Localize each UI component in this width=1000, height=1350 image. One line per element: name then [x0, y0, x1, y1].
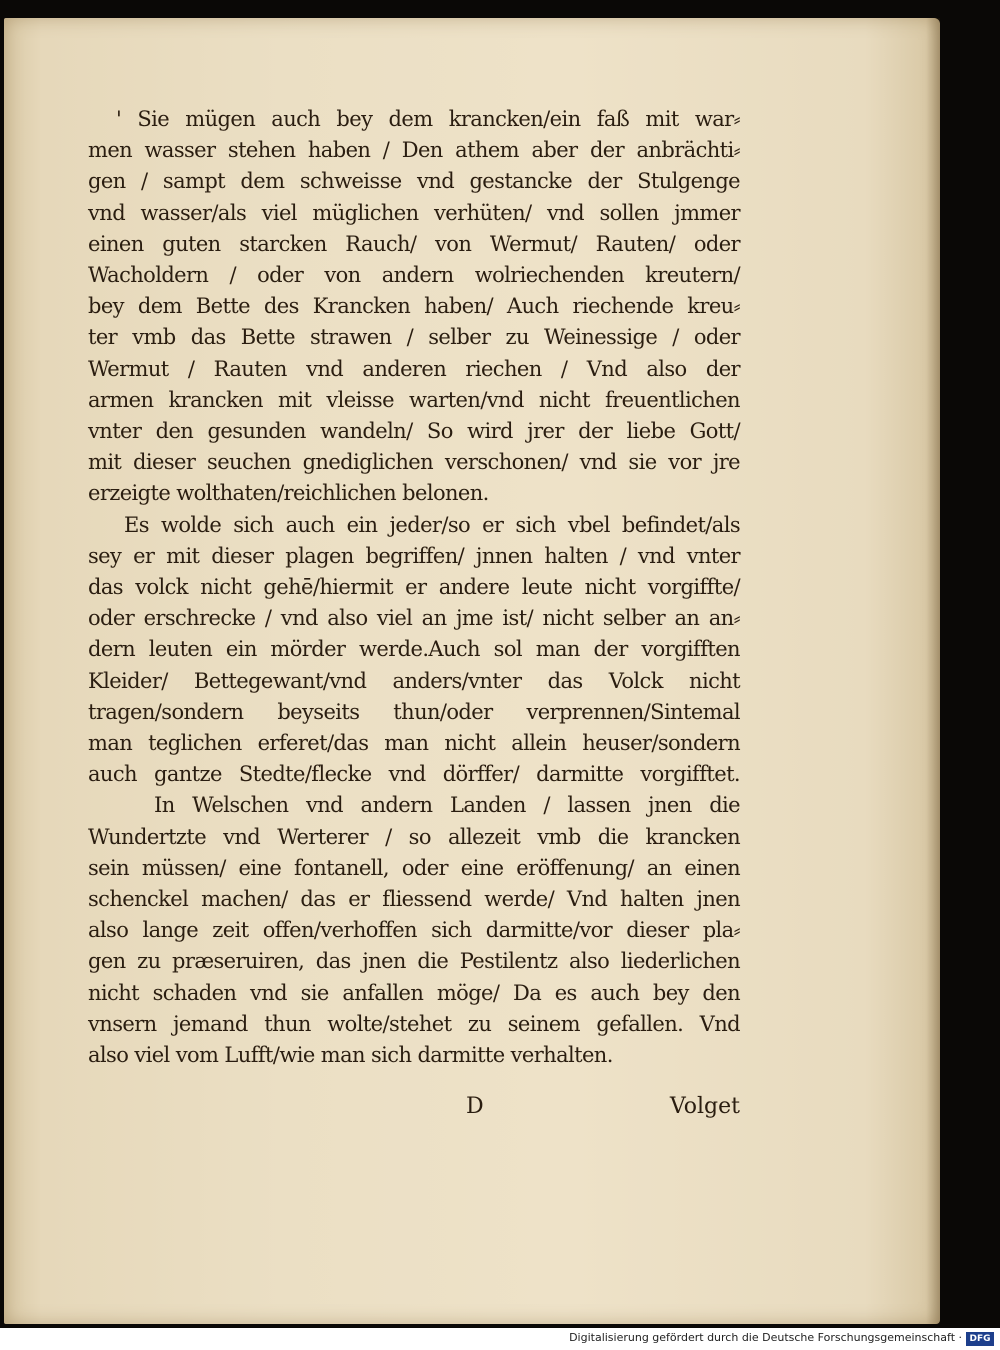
- text-line: Es wolde sich auch ein jeder/so er sich vbel befindet/als: [124, 512, 740, 537]
- text-line: Wermut / Rauten vnd anderen riechen / Vnd also der: [88, 356, 740, 381]
- page-edge-shadow: [926, 18, 940, 1324]
- text-line: das volck nicht gehē/hiermit er andere leute nicht vorgiffte/: [88, 575, 740, 600]
- footer-credit: Digitalisierung gefördert durch die Deutsche Forschungsgemeinschaft ·: [569, 1331, 962, 1344]
- digitization-footer: [0, 1328, 1000, 1350]
- text-line: Wundertzte vnd Werterer / so allezeit vmb die krancken: [88, 824, 740, 849]
- page-foot-row: [88, 1094, 740, 1130]
- text-line: mit dieser seuchen gnediglichen verschonen/ vnd sie vor jre: [88, 450, 740, 475]
- text-line: ter vmb das Bette strawen / selber zu Weinessige / oder: [88, 325, 740, 350]
- text-line: also viel vom Lufft/wie man sich darmitte verhalten.: [88, 1043, 613, 1068]
- body-text: [88, 104, 740, 1071]
- text-line: gen zu præseruiren, das jnen die Pestilentz also liederlichen: [88, 949, 740, 974]
- text-line: Kleider/ Bettegewant/vnd anders/vnter das Volck nicht: [88, 668, 740, 693]
- text-line: oder erschrecke / vnd also viel an jme ist/ nicht selber an an⸗: [88, 606, 740, 631]
- text-line: sey er mit dieser plagen begriffen/ jnnen halten / vnd vnter: [88, 543, 740, 568]
- text-line: sein müssen/ eine fontanell, oder eine eröffenung/ an einen: [88, 855, 740, 880]
- text-line: nicht schaden vnd sie anfallen möge/ Da es auch bey den: [88, 980, 740, 1005]
- text-line: In Welschen vnd andern Landen / lassen jnen die: [154, 793, 740, 818]
- text-line: bey dem Bette des Krancken haben/ Auch riechende kreu⸗: [88, 294, 740, 319]
- text-line: men wasser stehen haben / Den athem aber der anbrächti⸗: [88, 138, 740, 163]
- text-line: man teglichen erferet/das man nicht allein heuser/sondern: [88, 731, 740, 756]
- text-line: schenckel machen/ das er fliessend werde/ Vnd halten jnen: [88, 887, 740, 912]
- text-line: tragen/sondern beyseits thun/oder verprennen/Sintemal: [88, 699, 740, 724]
- text-line: Wacholdern / oder von andern wolriechenden kreutern/: [88, 263, 740, 288]
- text-line: gen / sampt dem schweisse vnd gestancke der Stulgenge: [88, 169, 740, 194]
- text-line: einen guten starcken Rauch/ von Wermut/ Rauten/ oder: [88, 231, 740, 256]
- text-line: vnter den gesunden wandeln/ So wird jrer der liebe Gott/: [88, 419, 740, 444]
- dfg-logo-icon: DFG: [966, 1332, 994, 1346]
- text-line: dern leuten ein mörder werde.Auch sol man der vorgifften: [88, 637, 740, 662]
- text-line: auch gantze Stedte/flecke vnd dörffer/ darmitte vorgifftet.: [88, 762, 740, 787]
- text-line: armen krancken mit vleisse warten/vnd nicht freuentlichen: [88, 387, 740, 412]
- text-line: vnsern jemand thun wolte/stehet zu seinem gefallen. Vnd: [88, 1011, 740, 1036]
- text-line: ' Sie mügen auch bey dem krancken/ein faß mit war⸗: [116, 107, 740, 131]
- text-line: also lange zeit offen/verhoffen sich darmitte/vor dieser pla⸗: [88, 918, 740, 943]
- catchword: Volget: [669, 1094, 740, 1119]
- text-line: erzeigte wolthaten/reichlichen belonen.: [88, 481, 489, 506]
- text-line: vnd wasser/als viel müglichen verhüten/ vnd sollen jmmer: [88, 200, 740, 225]
- signature-mark: D: [466, 1094, 484, 1119]
